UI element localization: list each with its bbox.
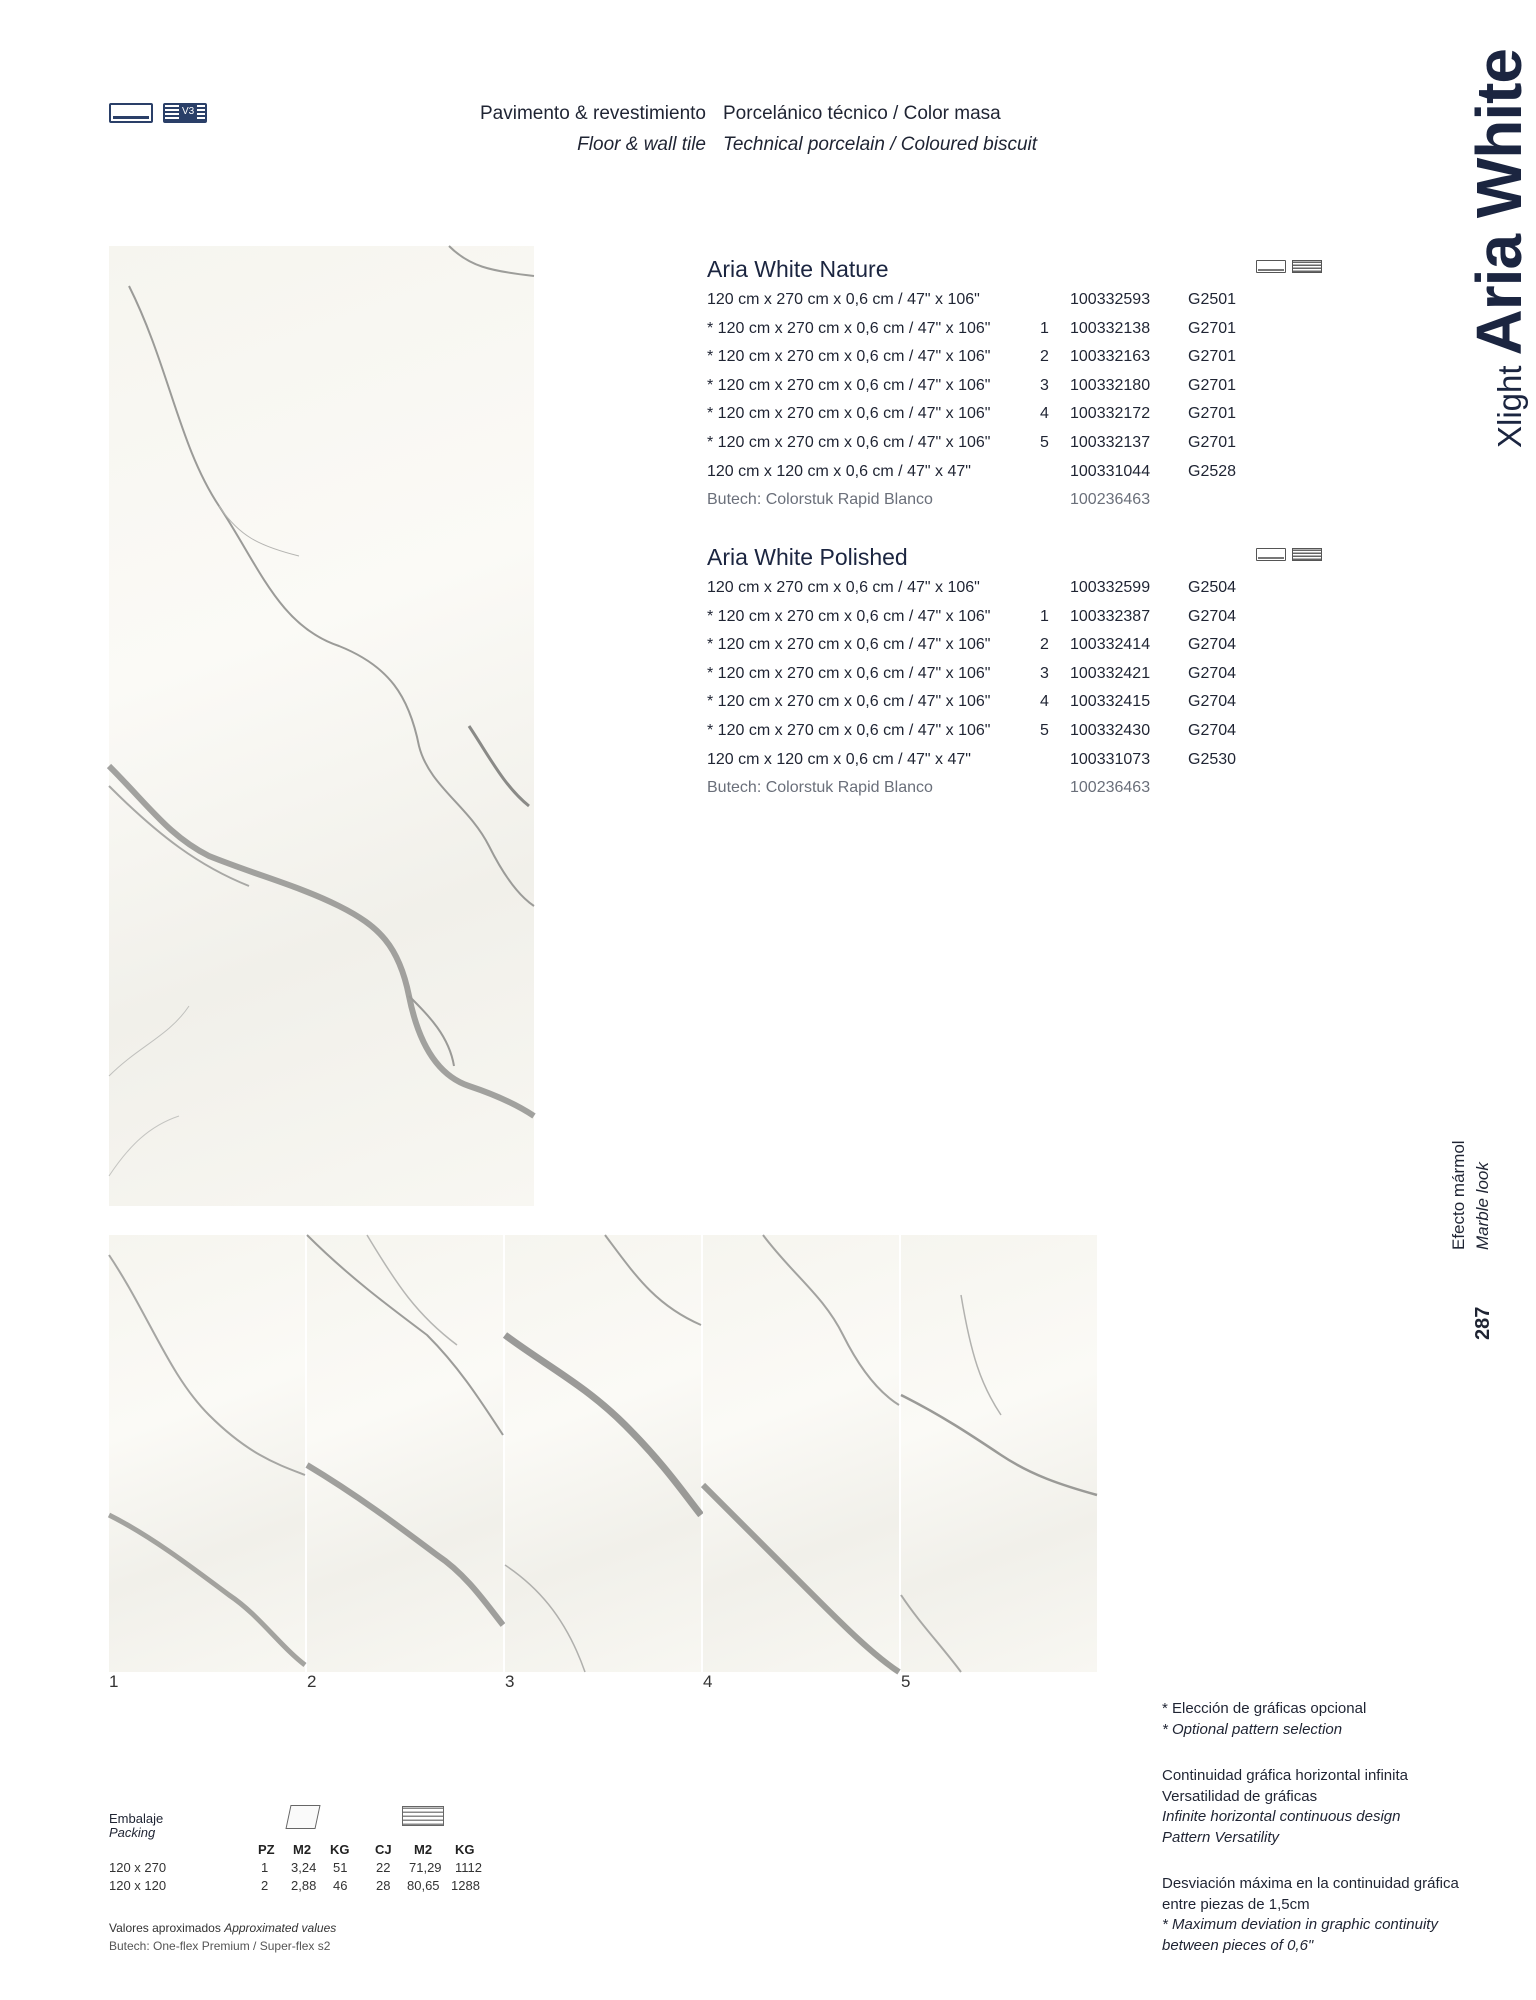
pack-row-2-m2: 2,88 (291, 1878, 317, 1893)
pallet-icon (402, 1806, 444, 1826)
row-pattern-number: 2 (1040, 636, 1049, 654)
hdr-pz: PZ (258, 1842, 275, 1857)
row-size: * 120 cm x 270 cm x 0,6 cm / 47" x 106" (707, 664, 991, 682)
row-pattern-number: 4 (1040, 405, 1049, 423)
row-size: * 120 cm x 270 cm x 0,6 cm / 47" x 106" (707, 693, 991, 711)
approx-es: Valores aproximados (109, 1921, 221, 1935)
matt-finish-icon (1256, 260, 1286, 273)
row-g-code: G2704 (1188, 664, 1237, 682)
product-name-text: Aria White Polished (707, 544, 908, 570)
hdr-m2: M2 (293, 1842, 312, 1857)
continuity-en-2: Pattern Versatility (1162, 1828, 1279, 1846)
product-row (707, 688, 1322, 717)
deviation-en: * Maximum deviation in graphic continuity between pieces of 0,6" (1162, 1916, 1438, 1954)
row-pattern-number (1040, 574, 1070, 603)
row-size: * 120 cm x 270 cm x 0,6 cm / 47" x 106" (707, 348, 991, 366)
row-code: 100332593 (1070, 291, 1151, 308)
packing-title (109, 1812, 163, 1840)
row-code: 100332415 (1070, 693, 1151, 711)
category-label (1447, 1140, 1495, 1250)
strip-number-5: 5 (901, 1672, 911, 1691)
row-pattern-number: 3 (1040, 664, 1049, 682)
product-row (707, 660, 1322, 689)
row-code: 100332137 (1070, 433, 1151, 451)
strip-number-3: 3 (505, 1672, 515, 1691)
row-g-code: G2701 (1188, 405, 1237, 423)
butech-note-label: Butech: Colorstuk Rapid Blanco (707, 491, 933, 509)
row-g-code: G2704 (1188, 607, 1237, 625)
row-pattern-number: 5 (1040, 433, 1049, 451)
row-g-code: G2704 (1188, 693, 1237, 711)
row-code: 100332414 (1070, 636, 1151, 654)
row-g-code: G2530 (1188, 750, 1237, 768)
optional-pattern-en: * Optional pattern selection (1162, 1720, 1343, 1738)
row-g-code: G2704 (1188, 721, 1237, 739)
butech-note-label: Butech: Colorstuk Rapid Blanco (707, 779, 933, 797)
collection-name: Xlight (1491, 365, 1528, 448)
strip-number-1: 1 (109, 1672, 119, 1691)
pack-row-2-size: 120 x 120 (109, 1878, 167, 1893)
row-code: 100332163 (1070, 348, 1151, 366)
pack-row-1-kg-pallet: 1112 (455, 1860, 482, 1875)
v3-variation-icon (163, 103, 207, 123)
row-size: 120 cm x 270 cm x 0,6 cm / 47" x 106" (707, 291, 980, 308)
tile-format-icon (109, 103, 153, 123)
butech-note-row (707, 486, 1322, 515)
row-pattern-number (1040, 458, 1070, 487)
header-porcelain-es: Porcelánico técnico / Color masa (723, 103, 1001, 124)
packing-title-en: Packing (109, 1825, 156, 1840)
product-row (707, 429, 1322, 458)
row-g-code: G2701 (1188, 319, 1237, 337)
butech-note-row (707, 774, 1322, 803)
hdr-kg-pallet: KG (455, 1842, 475, 1857)
row-g-code: G2701 (1188, 348, 1237, 366)
product-finish-icons (1256, 548, 1322, 561)
row-size: * 120 cm x 270 cm x 0,6 cm / 47" x 106" (707, 721, 991, 739)
row-size: 120 cm x 270 cm x 0,6 cm / 47" x 106" (707, 579, 980, 596)
pattern-strip-1 (109, 1235, 305, 1672)
pack-row-2-m2-pallet: 80,65 (407, 1878, 440, 1893)
row-size: * 120 cm x 270 cm x 0,6 cm / 47" x 106" (707, 433, 991, 451)
row-code: 100332180 (1070, 376, 1151, 394)
polished-finish-icon (1256, 548, 1286, 561)
product-row (707, 372, 1322, 401)
right-notes (1162, 1699, 1482, 1982)
product-row (707, 343, 1322, 372)
row-size: * 120 cm x 270 cm x 0,6 cm / 47" x 106" (707, 376, 991, 394)
butech-note-code: 100236463 (1070, 779, 1151, 797)
product-finish-icons (1256, 260, 1322, 273)
row-pattern-number (1040, 746, 1070, 775)
pattern-icon (1292, 260, 1322, 273)
approx-en: Approximated values (224, 1921, 337, 1935)
product-name (707, 252, 1322, 286)
product-row (707, 315, 1322, 344)
category-es: Efecto mármol (1449, 1140, 1468, 1250)
product-row (707, 458, 1322, 487)
butech-note-code: 100236463 (1070, 491, 1151, 509)
pack-row-2-kg: 46 (333, 1878, 348, 1893)
pack-row-2-pz: 2 (261, 1878, 269, 1893)
continuity-en-1: Infinite horizontal continuous design (1162, 1808, 1401, 1825)
product-name-text: Aria White Nature (707, 256, 889, 282)
strip-number-2: 2 (307, 1672, 317, 1691)
row-g-code: G2501 (1188, 291, 1237, 308)
hdr-kg: KG (330, 1842, 350, 1857)
row-size: * 120 cm x 270 cm x 0,6 cm / 47" x 106" (707, 607, 991, 625)
product-nature (707, 252, 1322, 515)
product-title: Aria White (1463, 48, 1535, 356)
row-code: 100332430 (1070, 721, 1151, 739)
optional-pattern-es: * Elección de gráficas opcional (1162, 1700, 1367, 1717)
packing-title-es: Embalaje (109, 1811, 164, 1826)
product-row (707, 286, 1322, 315)
category-en: Marble look (1473, 1162, 1492, 1250)
row-size: 120 cm x 120 cm x 0,6 cm / 47" x 47" (707, 750, 971, 768)
header-floor-wall-en: Floor & wall tile (577, 134, 706, 155)
row-code: 100331044 (1070, 462, 1151, 480)
row-code: 100332387 (1070, 607, 1151, 625)
pack-row-2-kg-pallet: 1288 (451, 1878, 480, 1893)
product-row (707, 717, 1322, 746)
collection-title (1462, 49, 1536, 448)
row-g-code: G2528 (1188, 462, 1237, 480)
row-pattern-number: 1 (1040, 319, 1049, 337)
product-row (707, 574, 1322, 603)
pack-row-1-m2: 3,24 (291, 1860, 317, 1875)
row-pattern-number: 4 (1040, 693, 1049, 711)
hdr-cj: CJ (375, 1842, 392, 1857)
v3-badge: V3 (179, 105, 197, 119)
header-floor-wall-es: Pavimento & revestimiento (480, 103, 706, 124)
product-row (707, 400, 1322, 429)
product-row (707, 631, 1322, 660)
product-row (707, 603, 1322, 632)
hdr-m2-pallet: M2 (414, 1842, 433, 1857)
box-icon (285, 1805, 320, 1829)
row-pattern-number: 1 (1040, 607, 1049, 625)
butech-adhesive-note: Butech: One-flex Premium / Super-flex s2 (109, 1939, 331, 1953)
row-code: 100332138 (1070, 319, 1151, 337)
row-g-code: G2701 (1188, 433, 1237, 451)
pattern-icon (1292, 548, 1322, 561)
strip-number-4: 4 (703, 1672, 713, 1691)
pack-row-1-m2-pallet: 71,29 (409, 1860, 442, 1875)
pack-row-1-cj: 22 (376, 1860, 391, 1875)
product-name (707, 540, 1322, 574)
format-icons (109, 103, 207, 123)
deviation-es: Desviación máxima en la continuidad gráfica entre piezas de 1,5cm (1162, 1875, 1459, 1913)
row-pattern-number (1040, 286, 1070, 315)
row-g-code: G2704 (1188, 636, 1237, 654)
page-number: 287 (1472, 1306, 1494, 1340)
pack-row-2-cj: 28 (376, 1878, 391, 1893)
row-size: * 120 cm x 270 cm x 0,6 cm / 47" x 106" (707, 405, 991, 423)
row-code: 100331073 (1070, 750, 1151, 768)
row-pattern-number: 2 (1040, 348, 1049, 366)
row-g-code: G2701 (1188, 376, 1237, 394)
row-pattern-number: 5 (1040, 721, 1049, 739)
row-size: * 120 cm x 270 cm x 0,6 cm / 47" x 106" (707, 636, 991, 654)
product-polished (707, 540, 1322, 803)
product-row (707, 746, 1322, 775)
row-pattern-number: 3 (1040, 376, 1049, 394)
row-code: 100332599 (1070, 579, 1151, 596)
row-size: 120 cm x 120 cm x 0,6 cm / 47" x 47" (707, 462, 971, 480)
pack-row-1-kg: 51 (333, 1860, 348, 1875)
pattern-strip-2 (307, 1235, 503, 1672)
pattern-strip-5 (901, 1235, 1097, 1672)
header-porcelain-en: Technical porcelain / Coloured biscuit (723, 134, 1038, 155)
pattern-strip-3 (505, 1235, 701, 1672)
pattern-strip-4 (703, 1235, 899, 1672)
pack-row-1-size: 120 x 270 (109, 1860, 167, 1875)
continuity-es-2: Versatilidad de gráficas (1162, 1787, 1318, 1805)
approx-values-note (109, 1920, 336, 1937)
continuity-es-1: Continuidad gráfica horizontal infinita (1162, 1767, 1408, 1784)
row-code: 100332421 (1070, 664, 1151, 682)
row-size: * 120 cm x 270 cm x 0,6 cm / 47" x 106" (707, 319, 991, 337)
pack-row-1-pz: 1 (261, 1860, 269, 1875)
row-g-code: G2504 (1188, 579, 1237, 596)
marble-tile-image (109, 246, 534, 1206)
row-code: 100332172 (1070, 405, 1151, 423)
